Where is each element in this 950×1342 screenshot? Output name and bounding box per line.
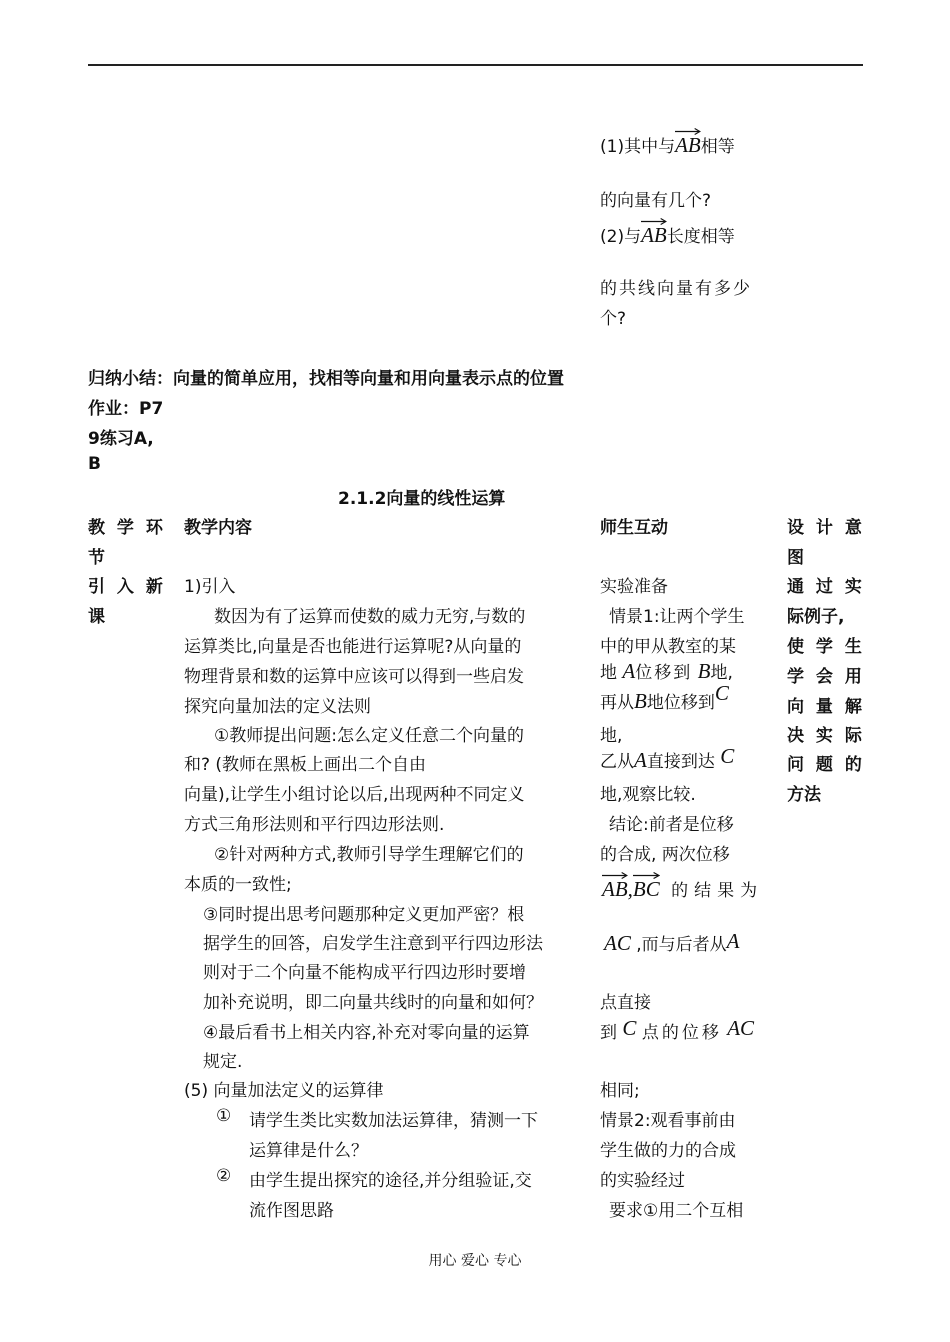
content-line: 加补充说明，即二向量共线时的向量和如何？ xyxy=(203,993,543,1013)
content-line: 由学生提出探究的途径,并分组验证,交 xyxy=(249,1171,532,1191)
vector-ab: AB xyxy=(641,225,667,246)
content-line: 数因为有了运算而使数的威力无穷,与数的 xyxy=(214,607,526,627)
header-col1-line2: 节 xyxy=(88,548,105,568)
page-footer: 用心 爱心 专心 xyxy=(428,1253,522,1269)
header-col4-line1: 设 计 意 xyxy=(787,518,865,538)
interaction-line: 要求①用二个互相 xyxy=(609,1201,744,1221)
content-line: 运算律是什么？ xyxy=(249,1141,368,1161)
vector-arrow-icon xyxy=(633,872,660,879)
content-line: 向量),让学生小组讨论以后,出现两种不同定义 xyxy=(184,785,525,805)
content-line: 据学生的回答，启发学生注意到平行四边形法 xyxy=(203,934,543,954)
q1-suffix: 相等 xyxy=(700,137,735,157)
content-line: 请学生类比实数加法运算律，猜测一下 xyxy=(249,1111,538,1131)
content-line: ④最后看书上相关内容,补充对零向量的运算 xyxy=(203,1023,530,1043)
interaction-line: 点直接 xyxy=(600,993,651,1013)
design-line: 际例子, xyxy=(787,607,845,627)
section-title: 2.1.2向量的线性运算 xyxy=(338,489,506,509)
content-line: 本质的一致性; xyxy=(184,875,292,895)
design-line: 学 会 用 xyxy=(787,667,865,687)
header-rule xyxy=(88,64,863,66)
interaction-line: 的实验经过 xyxy=(600,1171,685,1191)
vector-bc: BC xyxy=(633,879,660,900)
interaction-line: 结论:前者是位移 xyxy=(609,815,734,835)
interaction-line: 情景1:让两个学生 xyxy=(609,607,745,627)
header-col4-line2: 图 xyxy=(787,548,804,568)
design-line: 使 学 生 xyxy=(787,637,865,657)
interaction-line: 地, xyxy=(600,726,623,746)
interaction-line: AB, BC 的结果为 xyxy=(602,876,763,902)
interaction-line: 再从B地位移到C xyxy=(600,681,729,713)
content-line: 规定. xyxy=(203,1052,243,1072)
header-col3: 师生互动 xyxy=(600,518,668,538)
content-line: 物理背景和数的运算中应该可以得到一些启发 xyxy=(184,667,524,687)
vector-arrow-icon xyxy=(602,872,628,879)
interaction-line: 乙从A直接到达 C xyxy=(600,744,735,772)
content-line: 探究向量加法的定义法则 xyxy=(184,697,371,717)
homework-line1: 作业：P7 xyxy=(88,399,164,419)
content-line: 流作图思路 xyxy=(249,1201,334,1221)
vector-arrow-icon xyxy=(675,128,701,135)
design-line: 向 量 解 xyxy=(787,697,865,717)
interaction-line: 学生做的力的合成 xyxy=(600,1141,736,1161)
question-2-line2: 的共线向量有多少 xyxy=(600,279,752,299)
question-1 xyxy=(600,132,735,157)
q2-suffix: 长度相等 xyxy=(666,227,735,247)
row-label-line2: 课 xyxy=(88,607,105,627)
content-line: ③同时提出思考问题那种定义更加严密？根 xyxy=(203,905,525,925)
vector-arrow-icon xyxy=(641,218,667,225)
vector-ab: AB xyxy=(675,135,701,156)
content-line: 方式三角形法则和平行四边形法则. xyxy=(184,815,445,835)
interaction-line: 的合成, 两次位移 xyxy=(600,845,730,865)
content-line: 和? (教师在黑板上画出二个自由 xyxy=(184,755,427,775)
list-number: ① xyxy=(216,1106,232,1126)
q1-prefix: (1)其中与 xyxy=(600,137,676,157)
design-line: 方法 xyxy=(787,785,821,805)
content-line: ①教师提出问题:怎么定义任意二个向量的 xyxy=(214,726,524,746)
design-line: 问 题 的 xyxy=(787,755,865,775)
content-line: 运算类比,向量是否也能进行运算呢?从向量的 xyxy=(184,637,522,657)
content-line: 1)引入 xyxy=(184,577,236,597)
list-number: ② xyxy=(216,1166,232,1186)
design-line: 通 过 实 xyxy=(787,577,865,597)
question-1-line2: 的向量有几个? xyxy=(600,191,712,211)
question-2 xyxy=(600,222,735,247)
header-col2: 教学内容 xyxy=(184,518,252,538)
interaction-line: 实验准备 xyxy=(600,577,668,597)
interaction-line: 相同; xyxy=(600,1081,640,1101)
header-col1-line1: 教 学 环 xyxy=(88,518,166,538)
interaction-line: 中的甲从教室的某 xyxy=(600,637,736,657)
design-line: 决 实 际 xyxy=(787,726,865,746)
homework-line3: B xyxy=(88,454,101,474)
homework-line2: 9练习A, xyxy=(88,429,154,449)
row-label-line1: 引 入 新 xyxy=(88,577,166,597)
q2-prefix: (2)与 xyxy=(600,227,642,247)
interaction-line: 情景2:观看事前由 xyxy=(600,1111,736,1131)
content-line: ②针对两种方式,教师引导学生理解它们的 xyxy=(214,845,524,865)
question-2-line3: 个? xyxy=(600,309,627,329)
interaction-line: AC ,而与后者从A xyxy=(604,929,740,955)
content-line: 则对于二个向量不能构成平行四边形时要增 xyxy=(203,963,526,983)
summary-text: 归纳小结：向量的简单应用，找相等向量和用向量表示点的位置 xyxy=(88,369,564,389)
content-line: (5) 向量加法定义的运算律 xyxy=(184,1081,384,1101)
interaction-line: 地 A位移到 B地, xyxy=(600,659,733,683)
interaction-line: 到 C 点的位移 AC xyxy=(600,1016,755,1043)
vector-ab: AB xyxy=(602,879,628,900)
interaction-line: 地,观察比较. xyxy=(600,785,696,805)
